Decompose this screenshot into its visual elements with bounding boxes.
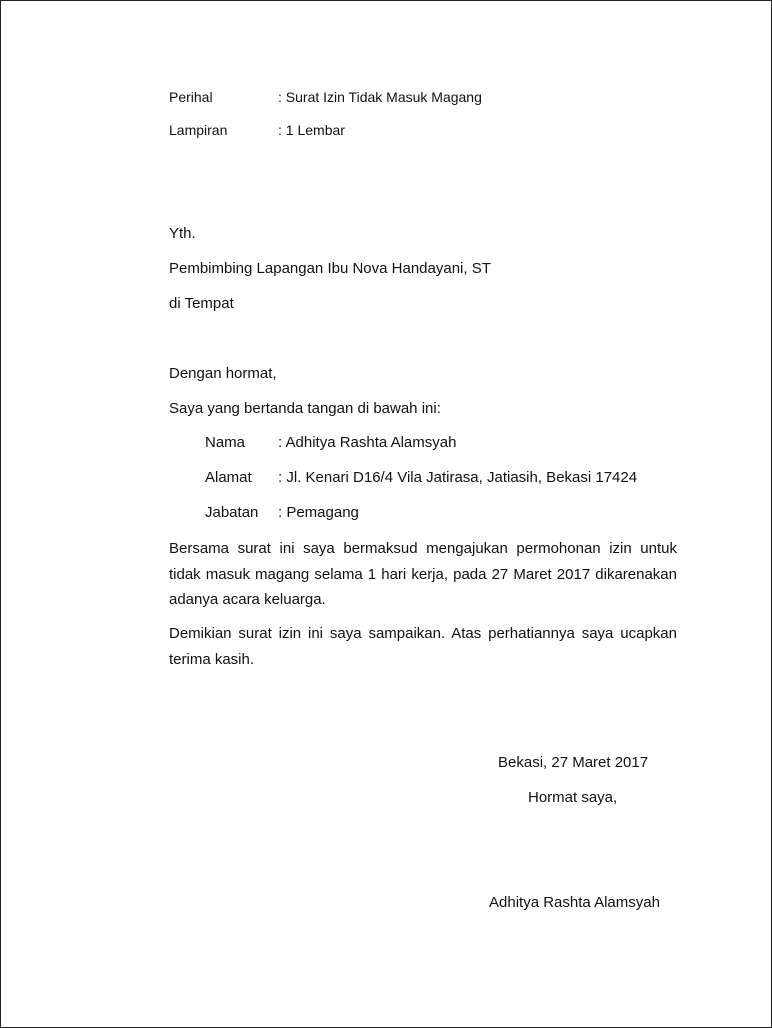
regards: Hormat saya, (528, 789, 618, 806)
field-jabatan-label: Jabatan (205, 504, 259, 521)
paragraph-request: Bersama surat ini saya bermaksud mengajukan permohonan izin untuk tidak masuk magang selama 1 hari kerja, pada 27 Maret 2017 dikarenakan adanya acara keluarga. (169, 540, 677, 608)
recipient-place: di Tempat (169, 295, 234, 312)
field-jabatan-value: : Pemagang (278, 504, 359, 521)
field-nama-value: : Adhitya Rashta Alamsyah (278, 434, 457, 451)
perihal-label: Perihal (169, 89, 213, 105)
field-alamat-value: : Jl. Kenari D16/4 Vila Jatirasa, Jatiasih, Bekasi 17424 (278, 469, 638, 486)
place-date: Bekasi, 27 Maret 2017 (498, 754, 649, 771)
recipient-salutation: Yth. (169, 225, 196, 242)
field-nama-label: Nama (205, 434, 246, 451)
intro-line: Saya yang bertanda tangan di bawah ini: (169, 400, 441, 417)
greeting: Dengan hormat, (169, 365, 277, 382)
perihal-value: : Surat Izin Tidak Masuk Magang (278, 89, 482, 105)
lampiran-value: : 1 Lembar (278, 122, 345, 138)
lampiran-label: Lampiran (169, 122, 228, 138)
paragraph-closing: Demikian surat izin ini saya sampaikan. Atas perhatiannya saya ucapkan terima kasih. (169, 625, 677, 668)
field-alamat-label: Alamat (205, 469, 252, 486)
recipient-name: Pembimbing Lapangan Ibu Nova Handayani, ST (169, 260, 491, 277)
signatory-name: Adhitya Rashta Alamsyah (489, 894, 660, 911)
